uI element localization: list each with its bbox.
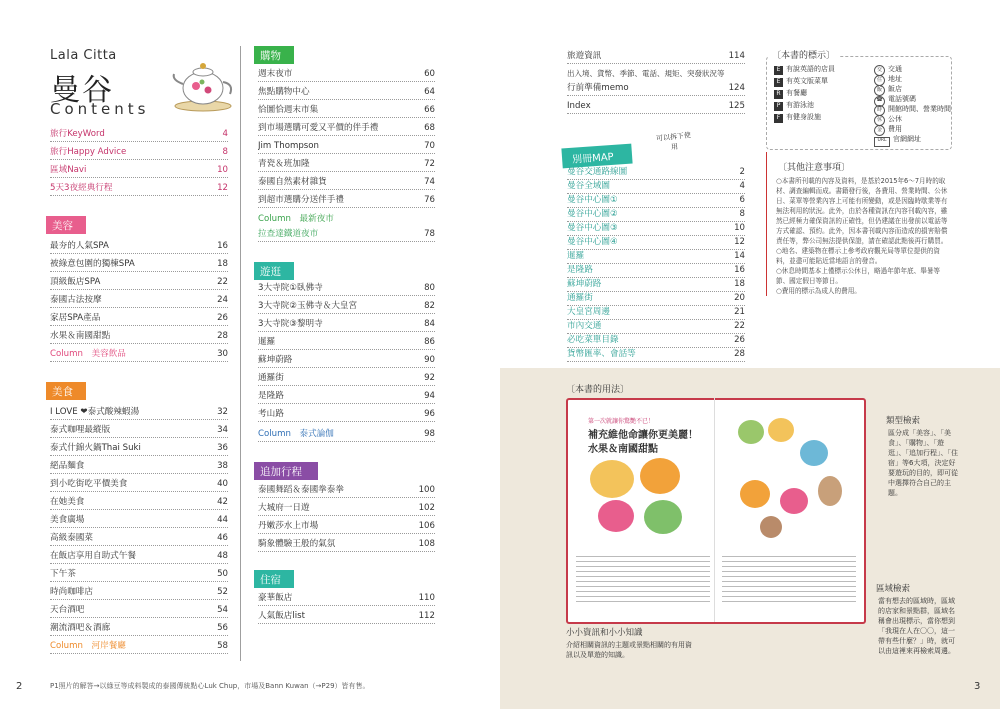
toc-row[interactable]: 泰式什錦火鍋Thai Suki 36 (50, 438, 228, 456)
toc-row[interactable]: Column 美容飲品 30 (50, 344, 228, 362)
sample-subtitle: 第一次就讓你驚艷不已！ (588, 418, 655, 425)
toc-row[interactable]: 美食廣場 44 (50, 510, 228, 528)
category-search-text: 區分成「美容」、「美食」、「購物」、「遊逛」、「追加行程」、「住宿」等6大項，決定好要遊玩的目的，即可從中選擇符合自己的主題。 (888, 429, 958, 497)
category-search-title: 類型檢索 (886, 416, 921, 426)
toc-row[interactable]: 泰國古法按摩 24 (50, 290, 228, 308)
food-photo (800, 440, 828, 466)
toc-row[interactable]: 在她美食 42 (50, 492, 228, 510)
toc-row[interactable]: 在飯店享用自助式午餐 48 (50, 546, 228, 564)
legend-item: E 有說英語的店員 (774, 64, 835, 75)
legend-item: 時 開館時間、營業時間 (874, 104, 951, 116)
food-photo (644, 500, 682, 534)
toc-row[interactable]: 高級泰國菜 46 (50, 528, 228, 546)
legend-item: ☎ 電話號碼 (874, 94, 916, 107)
legend-item: R 有餐廳 (774, 88, 807, 99)
toc-row[interactable]: 通羅街 92 (258, 368, 435, 386)
page-number-left: 2 (16, 681, 23, 692)
city-title: 曼谷 (50, 73, 114, 108)
food-photo (760, 516, 782, 538)
toc-row[interactable]: 蘇坤蔚路 90 (258, 350, 435, 368)
toc-row[interactable]: 旅行KeyWord 4 (50, 124, 228, 142)
toc-row[interactable]: 是隆路 16 (567, 260, 745, 278)
toc-row[interactable]: 貨幣匯率、會話等 28 (567, 344, 745, 362)
sample-title-1: 補充維他命讓你更美麗！ (588, 430, 698, 441)
toc-row[interactable]: 丹嫩莎水上市場 106 (258, 516, 435, 534)
toc-row[interactable]: 豪華飯店 110 (258, 588, 435, 606)
toc-row[interactable]: 大城府一日遊 102 (258, 498, 435, 516)
toc-row[interactable]: 到超市選購分送伴手禮 76 (258, 190, 435, 208)
food-photo (738, 420, 764, 444)
toc-row[interactable]: Column 泰式論伽 98 (258, 424, 435, 442)
toc-row[interactable]: 旅行Happy Advice 8 (50, 142, 228, 160)
food-photo (818, 476, 842, 506)
teapot-illustration (168, 54, 238, 114)
sample-text-block (576, 556, 710, 606)
toc-row[interactable]: 曼谷中心圖① 6 (567, 190, 745, 208)
toc-row[interactable]: 最夯的人氣SPA 16 (50, 236, 228, 254)
toc-row[interactable]: 到小吃街吃平價美食 40 (50, 474, 228, 492)
toc-row[interactable]: 人氣飯店list 112 (258, 606, 435, 624)
toc-row[interactable]: 頂級飯店SPA 22 (50, 272, 228, 290)
section-lodging: 住宿 (254, 570, 294, 588)
toc-row[interactable]: 潮流酒吧＆酒廊 56 (50, 618, 228, 636)
section-sightseeing: 遊逛 (254, 262, 294, 280)
pool-icon: P (774, 102, 783, 111)
toc-row[interactable]: Index 125 (567, 96, 745, 114)
food-photo (598, 500, 634, 532)
toc-row[interactable]: 拉查達鐵道夜市 78 (258, 224, 435, 242)
toc-row[interactable]: 恰圖恰週末市集 66 (258, 100, 435, 118)
toc-row[interactable]: 天台酒吧 54 (50, 600, 228, 618)
map-note: 可以拆下使用 (655, 131, 692, 152)
toc-row[interactable]: 旅遊資訊 114 (567, 46, 745, 64)
brand-label: Lala Citta (50, 48, 117, 63)
section-shopping: 購物 (254, 46, 294, 64)
english-staff-icon: E (774, 66, 783, 75)
legend-item: F 有健身設施 (774, 112, 821, 123)
toc-row[interactable]: 曼谷交通路線圖 2 (567, 162, 745, 180)
toc-row[interactable]: 曼谷中心圖② 8 (567, 204, 745, 222)
toc-row[interactable]: 3大寺院③黎明寺 84 (258, 314, 435, 332)
legend-item: P 有游泳池 (774, 100, 814, 111)
toc-row[interactable]: 青瓷＆班加隆 72 (258, 154, 435, 172)
toc-row[interactable]: I LOVE ❤泰式酸辣蝦湯 32 (50, 402, 228, 420)
restaurant-icon: R (774, 90, 783, 99)
legend-title: 〔本書的標示〕 (768, 48, 839, 61)
section-extra-trips: 追加行程 (254, 462, 318, 480)
sample-text-block (722, 556, 856, 606)
legend-item: 飯 飯店 (874, 84, 902, 96)
howto-title: 〔本書的用法〕 (566, 385, 630, 395)
legend-item: E 有英文版菜單 (774, 76, 828, 87)
contents-heading: Contents (50, 100, 150, 118)
legend-item: 金 費用 (874, 124, 902, 136)
toc-row[interactable]: Column 河岸餐廳 58 (50, 636, 228, 654)
toc-row[interactable]: 通羅街 20 (567, 288, 745, 306)
toc-row[interactable]: 3大寺院②玉佛寺＆大皇宮 82 (258, 296, 435, 314)
toc-row[interactable]: 5天3夜經典行程 12 (50, 178, 228, 196)
legend-item: 休 公休 (874, 114, 902, 126)
price-icon: 金 (874, 125, 885, 136)
footnote: P1照片的解答→以綠豆等成料製成的泰國傳統點心Luk Chup，市場及Bann Kuwan（→P29）皆有售。 (50, 682, 370, 690)
section-food: 美食 (46, 382, 86, 400)
food-photo (590, 460, 634, 498)
section-beauty: 美容 (46, 216, 86, 234)
toc-row[interactable]: 市內交通 22 (567, 316, 745, 334)
toc-row[interactable]: 必吃菜單目錄 26 (567, 330, 745, 348)
food-photo (780, 488, 808, 514)
toc-row[interactable]: 騎象體驗王般的氣氛 108 (258, 534, 435, 552)
legend-item: 住 地址 (874, 74, 902, 86)
toc-row[interactable]: 蘇坤蔚路 18 (567, 274, 745, 292)
toc-row[interactable]: 下午茶 50 (50, 564, 228, 582)
area-search-text: 當有想去的區域時，區域的店家和景點群，區域名稱會出現標示，當你想到「我現在人在〇〇，這一帶有些什麼？」時，就可以由這裡來再檢索周邊。 (878, 597, 955, 655)
food-photo (768, 418, 794, 442)
food-photo (640, 458, 680, 494)
toc-row[interactable]: 焦點購物中心 64 (258, 82, 435, 100)
toc-row[interactable]: 家居SPA產品 26 (50, 308, 228, 326)
toc-row[interactable]: 考山路 96 (258, 404, 435, 422)
toc-row[interactable]: 泰國舞蹈＆泰國拳泰拳 100 (258, 480, 435, 498)
clock-icon: 時 (874, 105, 885, 116)
toc-row[interactable]: 暹羅 14 (567, 246, 745, 264)
phone-icon: ☎ (874, 96, 885, 107)
legend-item: URL 官網網址 (874, 134, 921, 147)
toc-row[interactable]: 行前準備memo 124 (567, 78, 745, 96)
hotel-icon: 飯 (874, 85, 885, 96)
closed-icon: 休 (874, 115, 885, 126)
fitness-icon: F (774, 114, 783, 123)
toc-row[interactable]: 時尚咖啡店 52 (50, 582, 228, 600)
toc-row[interactable]: 泰式咖哩最縱版 34 (50, 420, 228, 438)
info-text: 介紹相關資訊的主題或景點相關的有用資訊以及單遊的知識。 (566, 641, 692, 659)
shop-column-line-1: Column 最新夜市 (258, 214, 334, 224)
area-search-title: 區域檢索 (876, 584, 911, 594)
sample-spread-gutter (714, 398, 715, 622)
food-photo (740, 480, 770, 508)
page-number-right: 3 (974, 681, 981, 692)
url-icon: URL (874, 137, 890, 147)
address-icon: 住 (874, 75, 885, 86)
legend-item: 交 交通 (874, 64, 902, 76)
transport-icon: 交 (874, 65, 885, 76)
toc-row[interactable]: 週末夜市 60 (258, 64, 435, 82)
toc-row[interactable]: 曼谷中心圖④ 12 (567, 232, 745, 250)
map-badge: 別冊MAP (561, 144, 632, 169)
toc-row[interactable]: 是隆路 94 (258, 386, 435, 404)
toc-row[interactable]: 到市場選購可愛又平價的伴手禮 68 (258, 118, 435, 136)
info-title: 小小資訊和小小知識 (566, 628, 643, 638)
toc-row[interactable]: 曼谷全域圖 4 (567, 176, 745, 194)
column-divider (240, 46, 241, 661)
english-menu-icon: E (774, 78, 783, 87)
toc-row[interactable]: 曼谷中心圖③ 10 (567, 218, 745, 236)
toc-row[interactable]: 水果＆南國甜點 28 (50, 326, 228, 344)
toc-row[interactable]: 區域Navi 10 (50, 160, 228, 178)
info-subline: 出入境、貨幣、季節、電話、規矩、突發狀況等 (567, 69, 725, 78)
toc-row[interactable]: 絕品麵食 38 (50, 456, 228, 474)
toc-row[interactable]: 大皇宮周邊 21 (567, 302, 745, 320)
toc-row[interactable]: 泰國自然素材雜貨 74 (258, 172, 435, 190)
sample-title-2: 水果＆南國甜點 (588, 444, 658, 455)
toc-row[interactable]: Jim Thompson 70 (258, 136, 435, 154)
toc-row[interactable]: 被綠意包圍的獨棟SPA 18 (50, 254, 228, 272)
notes-title: 〔其他注意事項〕 (778, 163, 851, 173)
toc-row[interactable]: 3大寺院①臥佛寺 80 (258, 278, 435, 296)
toc-row[interactable]: 暹羅 86 (258, 332, 435, 350)
notes-text: ○本書所刊載的內容及資料，是基於2015年6～7月時的取材、調查編輯而成。書籍發行後，各費用、營業時間、公休日、菜單等營業內容上可能有所變動，或是因臨時歇業等有無法利用的狀況。此外，由於各種資訊在內容刊載內容，雖然已經極力確保資訊的正確性，但仍建議在出發前以電話等方式確認、預約。此外，因本書刊載內容而造成的損害賠償責任等，弊公司無法提供保證，請在確認此點後再行購買。 ○地名、建築物在標示上參考政府觀光局等單位提供的資料，並盡可能貼近當地語言的發音。 ○休息時間基本上僅標示公休日，略過年節年底、舉暑等節、國定假日等節日。 ○費用的標示為成人的費用。 (776, 177, 948, 295)
